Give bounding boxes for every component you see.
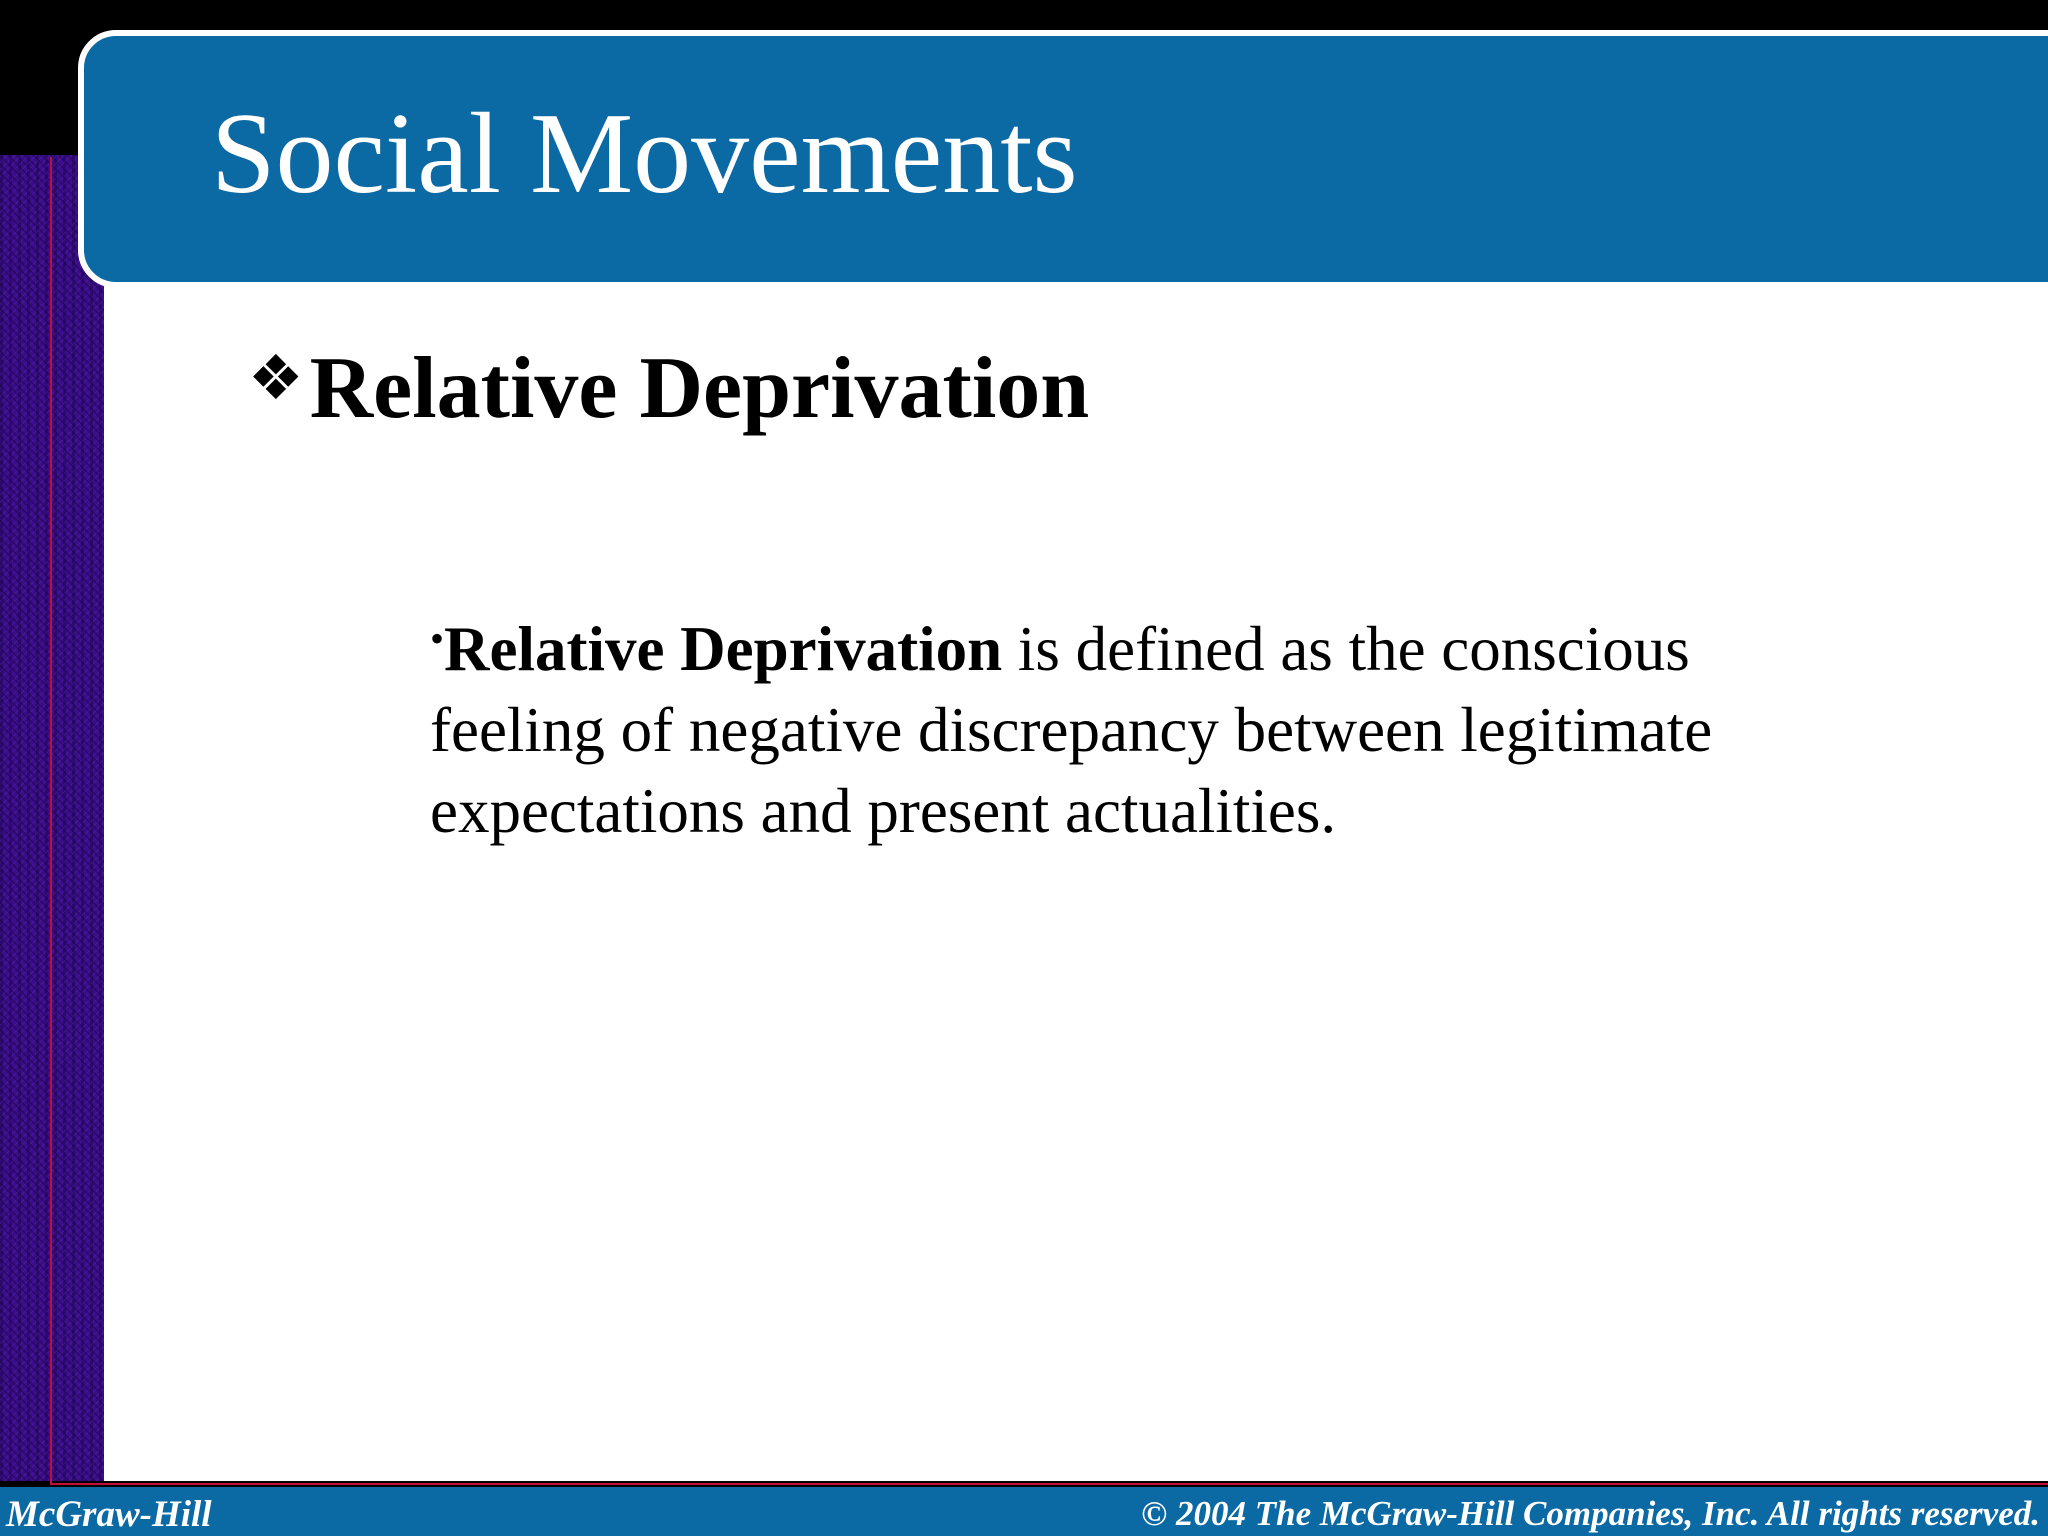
- accent-line-horizontal: [50, 1483, 2048, 1485]
- section-heading-text: Relative Deprivation: [309, 340, 1090, 437]
- slide-title: Social Movements: [211, 90, 1078, 218]
- decorative-side-strip: [0, 155, 104, 1481]
- accent-line-vertical: [50, 157, 52, 1485]
- section-heading: [248, 340, 1090, 437]
- definition-paragraph: [430, 598, 1860, 852]
- definition-text: is defined as the conscious feeling of negative discrepancy between legitimate expectations and present actualities.: [430, 614, 1713, 846]
- bullet-icon: •: [430, 616, 445, 661]
- diamond-cluster-icon: ❖: [248, 341, 304, 414]
- publisher-name: McGraw-Hill: [6, 1494, 212, 1535]
- copyright-notice: © 2004 The McGraw-Hill Companies, Inc. All rights reserved.: [1141, 1494, 2040, 1533]
- definition-term: Relative Deprivation: [444, 614, 1003, 684]
